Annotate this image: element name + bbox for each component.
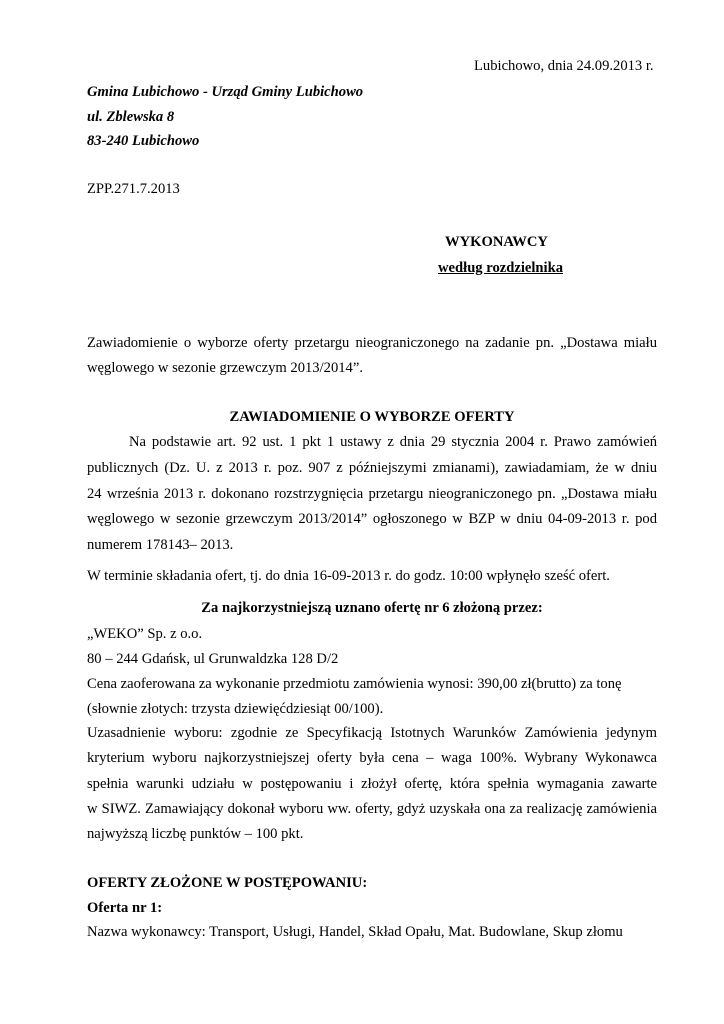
paragraph-line: węglowego w sezonie grzewczym 2013/2014” ogłoszonego w BZP w dniu 04-09-2013 r. pod (87, 511, 657, 527)
paragraph-line: publicznych (Dz. U. z 2013 r. poz. 907 z późniejszymi zmianami), zawiadamiam, że w dniu (87, 460, 657, 476)
sender-city: 83-240 Lubichowo (87, 133, 200, 149)
intro-line: Zawiadomienie o wyborze oferty przetargu nieograniczonego na zadanie pn. „Dostawa miału (87, 335, 657, 351)
sender-street: ul. Zblewska 8 (87, 109, 175, 125)
paragraph-line: Na podstawie art. 92 ust. 1 pkt 1 ustawy z dnia 29 stycznia 2004 r. Prawo zamówień (129, 434, 657, 450)
place-date: Lubichowo, dnia 24.09.2013 r. (474, 58, 654, 74)
company-name: „WEKO” Sp. z o.o. (87, 626, 203, 642)
justification-line: Uzasadnienie wyboru: zgodnie ze Specyfikacją Istotnych Warunków Zamówienia jedynym (87, 725, 657, 741)
section-title: ZAWIADOMIENIE O WYBORZE OFERTY (229, 409, 515, 425)
offer-1-contractor-name: Nazwa wykonawcy: Transport, Usługi, Handel, Skład Opału, Mat. Budowlane, Skup złomu (87, 924, 623, 940)
reference-number: ZPP.271.7.2013 (87, 181, 180, 197)
offers-heading: OFERTY ZŁOŻONE W POSTĘPOWANIU: (87, 875, 368, 891)
company-address: 80 – 244 Gdańsk, ul Grunwaldzka 128 D/2 (87, 651, 339, 667)
price-line: Cena zaoferowana za wykonanie przedmiotu zamówienia wynosi: 390,00 zł(brutto) za tonę (87, 676, 622, 692)
paragraph-line: 24 września 2013 r. dokonano rozstrzygnięcia przetargu nieograniczonego pn. „Dostawa miału (87, 486, 657, 502)
sender-name: Gmina Lubichowo - Urząd Gminy Lubichowo (87, 84, 364, 100)
recipient-title: WYKONAWCY (445, 234, 548, 250)
paragraph-line: numerem 178143– 2013. (87, 537, 234, 553)
justification-line: najwyższą liczbę punktów – 100 pkt. (87, 826, 304, 842)
offer-1-title: Oferta nr 1: (87, 900, 163, 916)
justification-line: spełnia warunki udziału w postępowaniu i złożył ofertę, która spełnia wymagania zawarte (87, 776, 657, 792)
price-line: (słownie złotych: trzysta dziewięćdziesiąt 00/100). (87, 701, 384, 717)
justification-line: kryterium wyboru najkorzystniejszej oferty była cena – waga 100%. Wybrany Wykonawca (87, 750, 657, 766)
justification-line: w SIWZ. Zamawiający dokonał wyboru ww. oferty, gdyż uzyskała ona za realizację zamówienia (87, 801, 657, 817)
recipient-distribution: według rozdzielnika (438, 260, 564, 276)
intro-line: węglowego w sezonie grzewczym 2013/2014”. (87, 360, 363, 376)
offers-count-line: W terminie składania ofert, tj. do dnia 16-09-2013 r. do godz. 10:00 wpłynęło sześć ofert. (87, 568, 610, 584)
best-offer-heading: Za najkorzystniejszą uznano ofertę nr 6 złożoną przez: (201, 600, 543, 616)
